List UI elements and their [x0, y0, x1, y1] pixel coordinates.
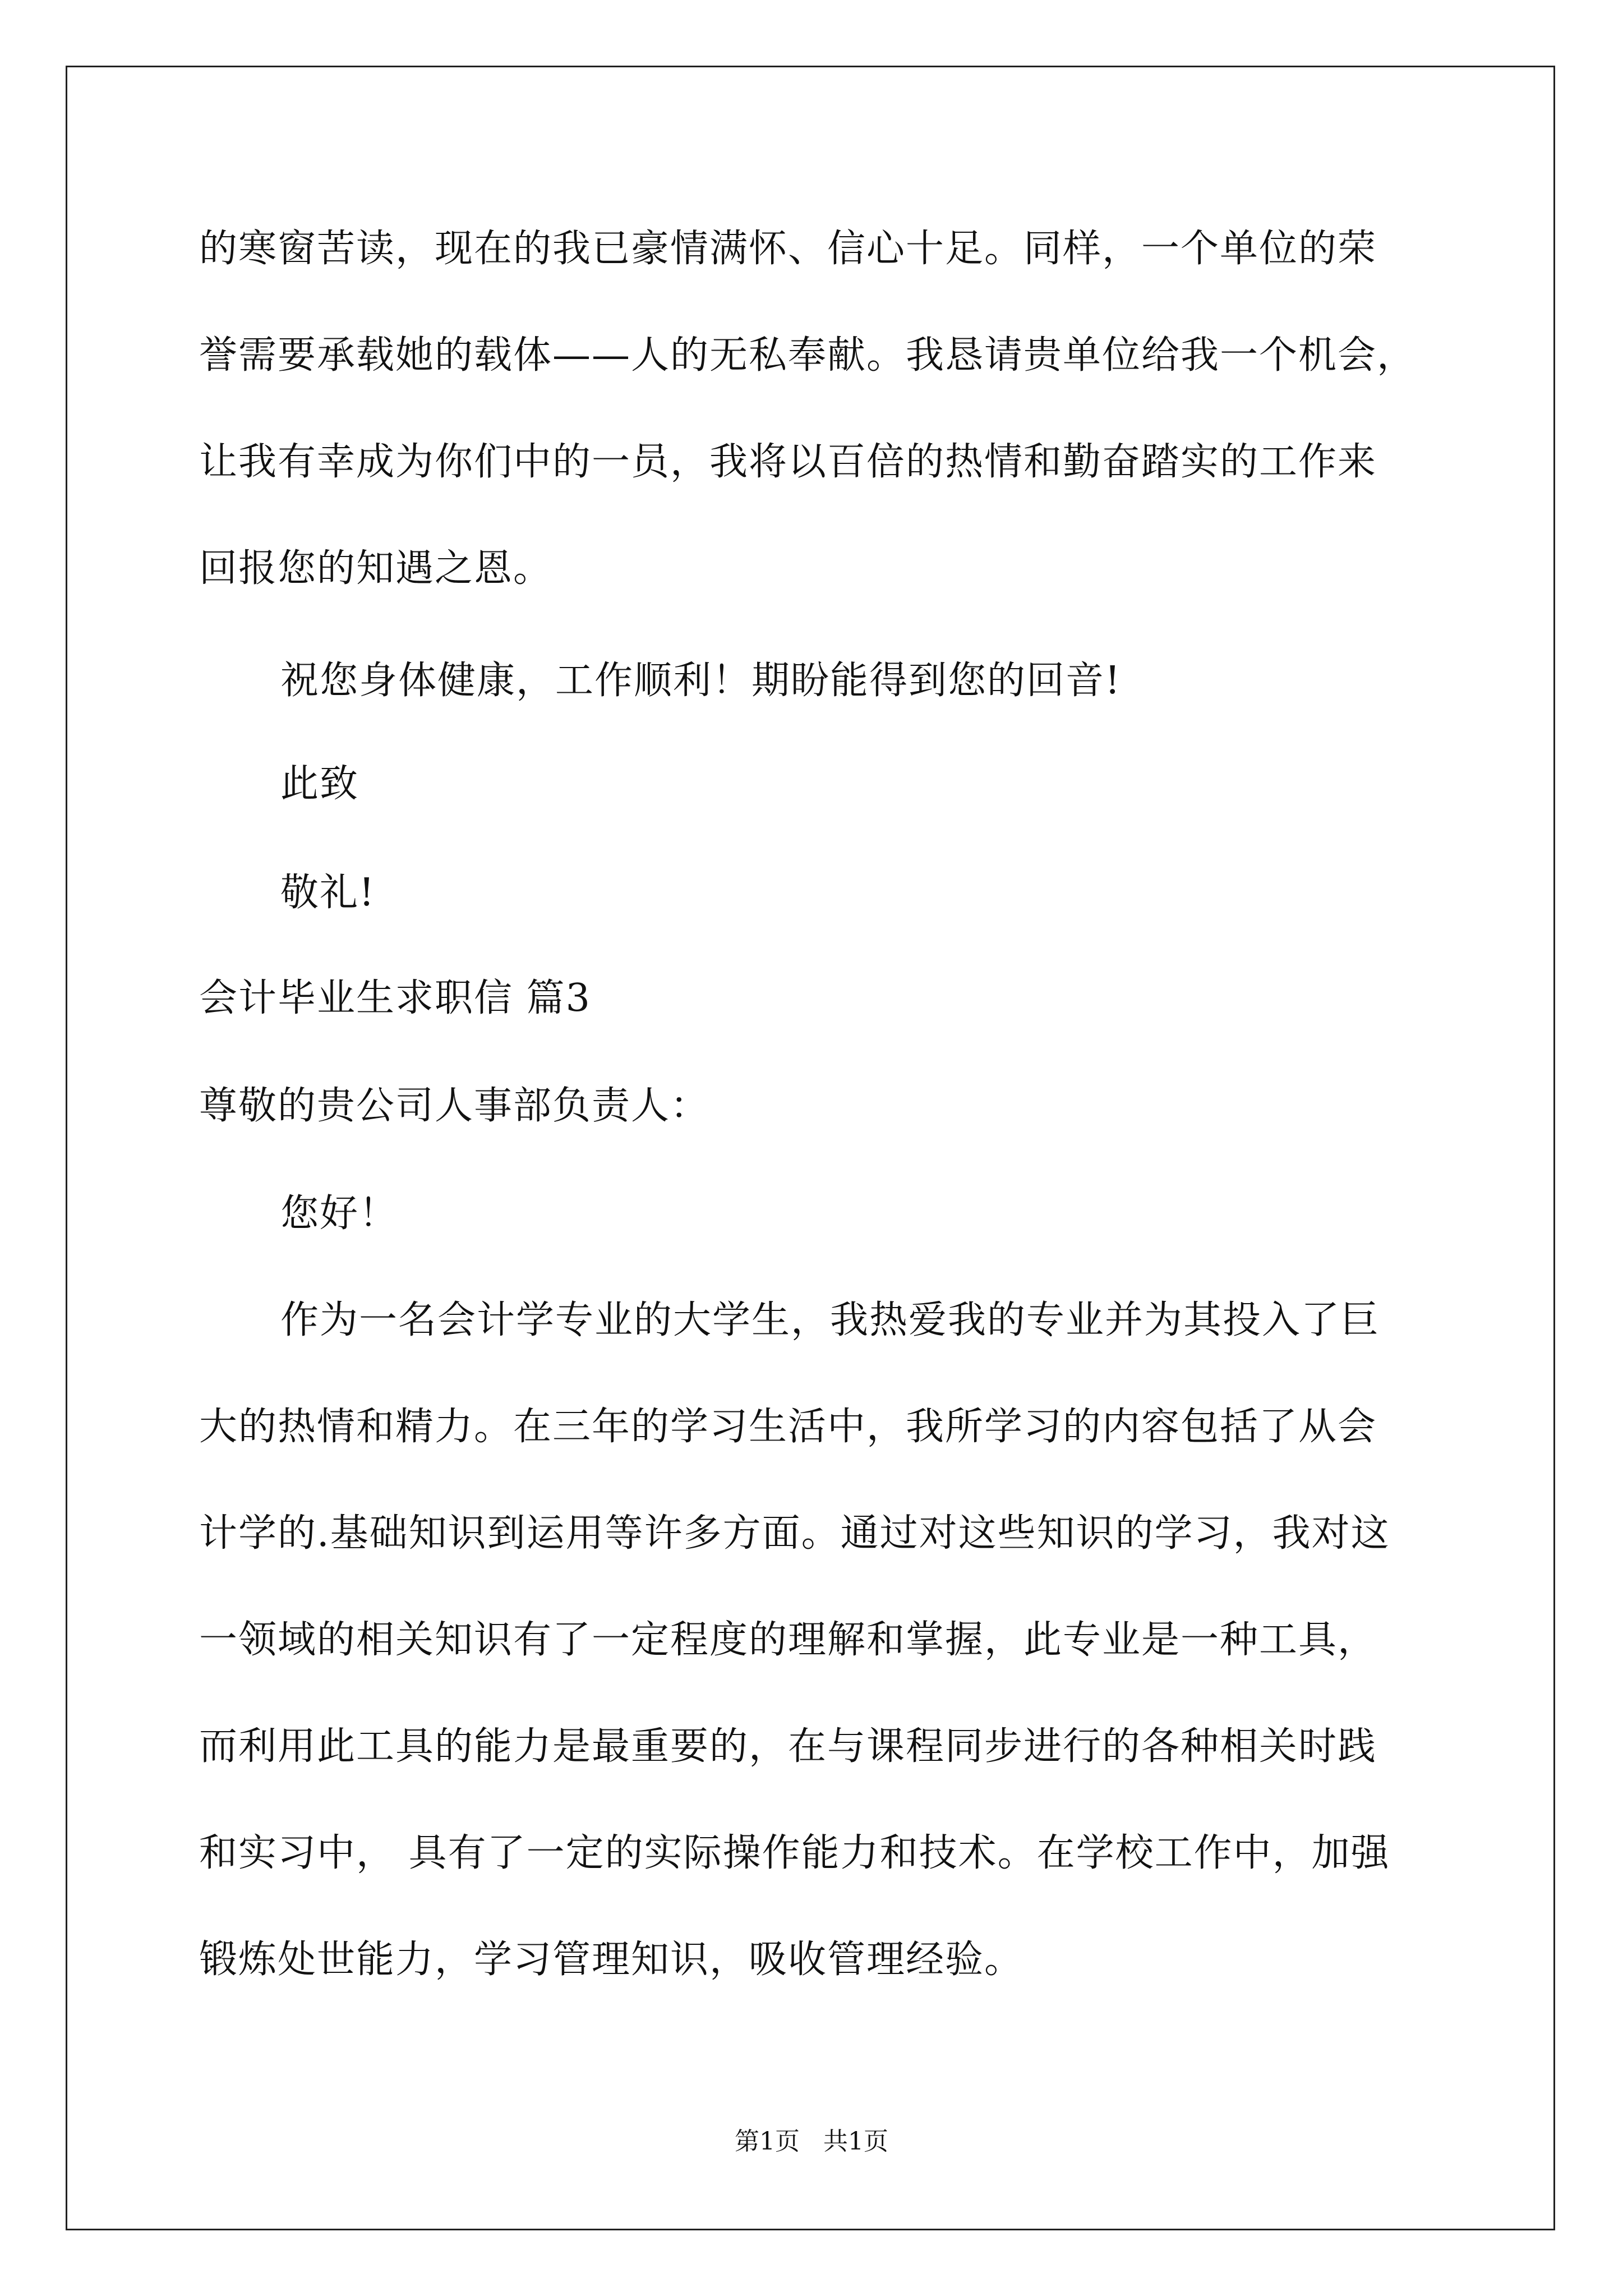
paragraph-line: 大的热情和精力。在三年的学习生活中，我所学习的内容包括了从会: [199, 1405, 1377, 1449]
wish-line: 祝您身体健康，工作顺利！期盼能得到您的回音!: [280, 659, 1122, 703]
paragraph-line: 锻炼处世能力，学习管理知识，吸收管理经验。: [199, 1938, 1024, 1982]
salutation: 尊敬的贵公司人事部负责人：: [199, 1084, 710, 1128]
paragraph-line: 和实习中， 具有了一定的实际操作能力和技术。在学校工作中，加强: [199, 1831, 1390, 1875]
paragraph-line: 让我有幸成为你们中的一员，我将以百倍的热情和勤奋踏实的工作来: [199, 440, 1377, 484]
paragraph-line: 回报您的知遇之恩。: [199, 546, 553, 591]
greeting: 您好！: [280, 1191, 399, 1236]
page-border: [66, 66, 1555, 2230]
paragraph-line: 誉需要承载她的载体——人的无私奉献。我恳请贵单位给我一个机会，: [199, 333, 1417, 378]
paragraph-line: 而利用此工具的能力是最重要的，在与课程同步进行的各种相关时践: [199, 1724, 1377, 1769]
paragraph-line: 作为一名会计学专业的大学生，我热爱我的专业并为其投入了巨: [280, 1298, 1380, 1342]
page-number: 第1页 共1页: [735, 2127, 888, 2156]
closing-line: 此致: [280, 762, 359, 806]
paragraph-line: 计学的.基础知识到运用等许多方面。通过对这些知识的学习，我对这: [199, 1511, 1390, 1556]
section-title: 会计毕业生求职信 篇3: [199, 976, 591, 1020]
closing-line: 敬礼!: [280, 871, 376, 915]
paragraph-line: 一领域的相关知识有了一定程度的理解和掌握，此专业是一种工具，: [199, 1618, 1377, 1662]
paragraph-line: 的寒窗苦读，现在的我已豪情满怀、信心十足。同样，一个单位的荣: [199, 227, 1377, 271]
